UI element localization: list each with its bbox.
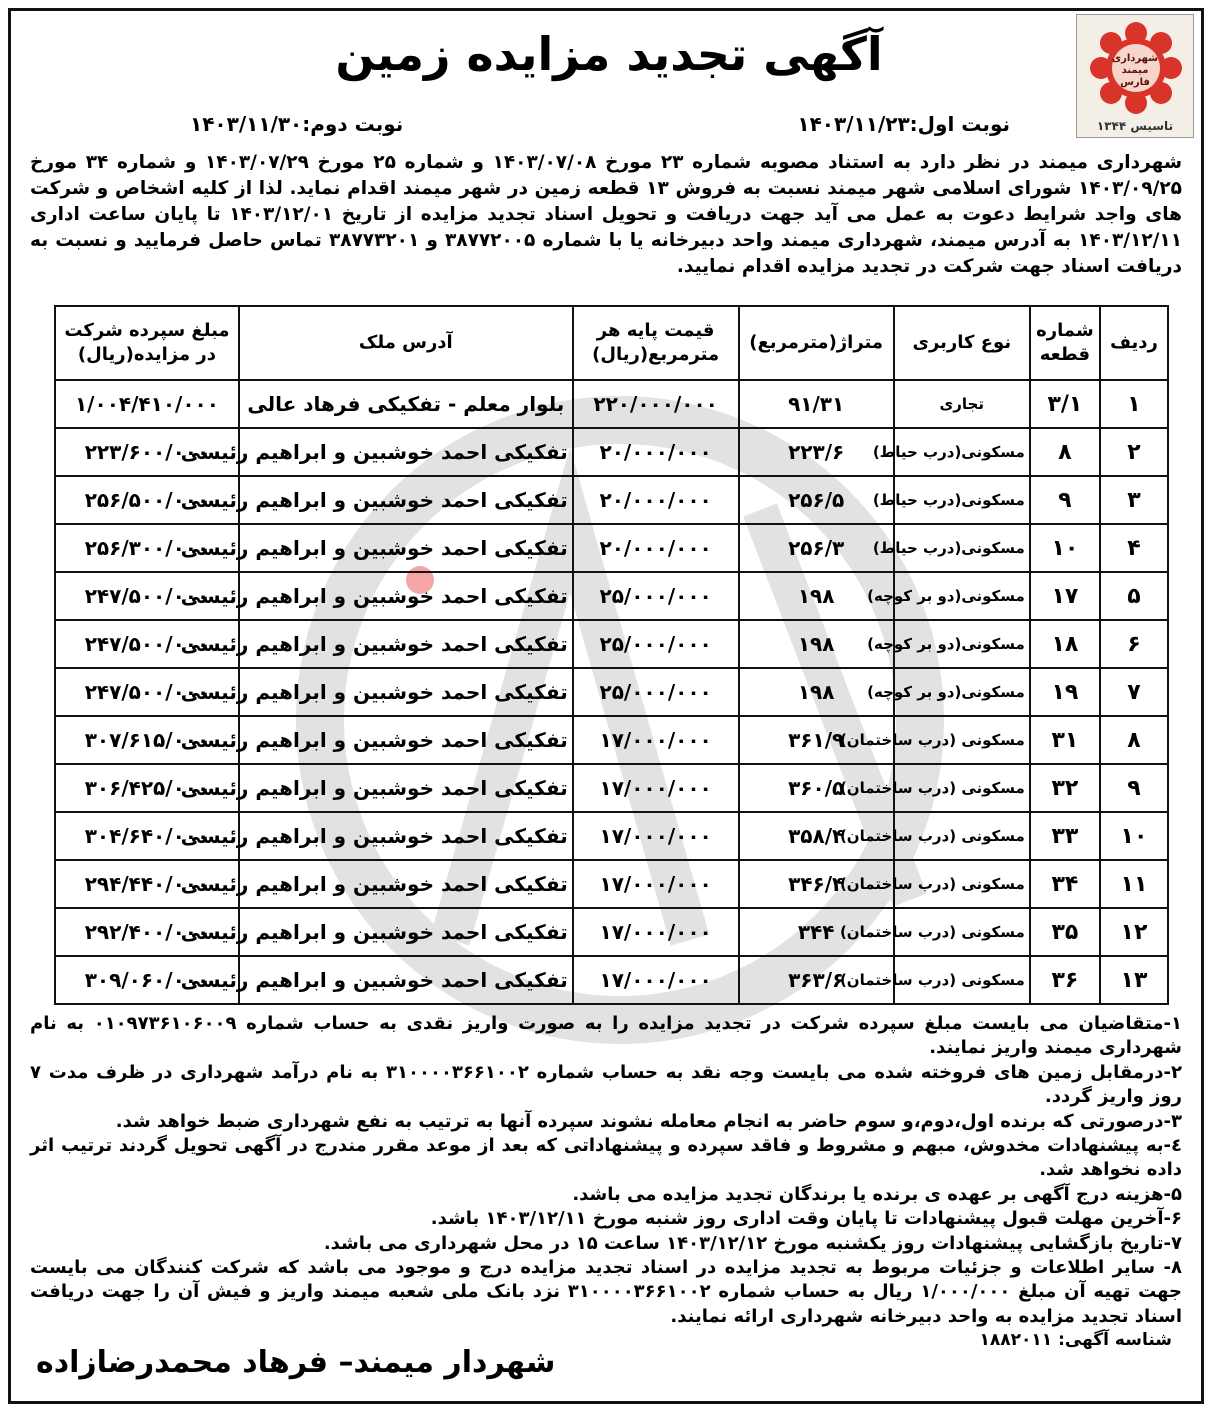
cell-area: ۳۶۰/۵ — [739, 764, 894, 812]
table-row — [55, 620, 1168, 668]
cell-price: ۲۵/۰۰۰/۰۰۰ — [573, 572, 739, 620]
cell-usage: مسکونی(درب حیاط) — [894, 524, 1030, 572]
cell-address: تفکیکی احمد خوشبین و ابراهیم رئیسی — [239, 668, 573, 716]
cell-area: ۳۶۳/۶ — [739, 956, 894, 1004]
intro-paragraph: شهرداری میمند در نظر دارد به استناد مصوبه شماره ۲۳ مورخ ۱۴۰۳/۰۷/۰۸ و شماره ۲۵ مورخ ۱۴۰۳/۰۷/۲۹ و شماره ۳۴ مورخ ۱۴۰۳/۰۹/۲۵ شورای اسلامی شهر میمند نسبت به فروش ۱۳ قطعه زمین در شهر میمند اقدام نماید. لذا از کلیه اشخاص و شرکت های واجد شرایط دعوت به عمل می آید جهت دریافت و تحویل اسناد تجدید مزایده از تاریخ ۱۴۰۳/۱۲/۰۱ تا پایان ساعت اداری ۱۴۰۳/۱۲/۱۱ به آدرس میمند، شهرداری میمند واحد دبیرخانه یا با شماره ۳۸۷۷۲۰۰۵ و ۳۸۷۷۳۲۰۱ تماس حاصل فرمایید و نسبت به دریافت اسناد جهت شرکت در تجدید مزایده اقدام نمایید. — [30, 152, 1183, 277]
header-address: آدرس ملک — [239, 306, 573, 380]
cell-row: ۴ — [1100, 524, 1168, 572]
condition-item: ٤-به پیشنهادات مخدوش، مبهم و مشروط و فاقد سپرده و پیشنهاداتی که بعد از موعد مقرر مندرج در آگهی تحویل گردند ترتیب اثر داده نخواهد شد. — [30, 1135, 1182, 1181]
cell-area: ۱۹۸ — [739, 668, 894, 716]
cell-usage: مسکونی (درب ساختمان) — [894, 956, 1030, 1004]
cell-usage: مسکونی (درب ساختمان) — [894, 908, 1030, 956]
cell-deposit: ۲۴۷/۵۰۰/۰۰۰ — [55, 620, 239, 668]
cell-address: تفکیکی احمد خوشبین و ابراهیم رئیسی — [239, 956, 573, 1004]
cell-plot: ۳۲ — [1030, 764, 1100, 812]
cell-plot: ۱۸ — [1030, 620, 1100, 668]
cell-price: ۱۷/۰۰۰/۰۰۰ — [573, 764, 739, 812]
cell-usage: مسکونی(درب حیاط) — [894, 476, 1030, 524]
cell-address: تفکیکی احمد خوشبین و ابراهیم رئیسی — [239, 908, 573, 956]
cell-plot: ۹ — [1030, 476, 1100, 524]
cell-deposit: ۲۵۶/۳۰۰/۰۰۰ — [55, 524, 239, 572]
table-row — [55, 428, 1168, 476]
cell-address: بلوار معلم - تفکیکی فرهاد عالی — [239, 380, 573, 428]
cell-usage: مسکونی (درب ساختمان) — [894, 764, 1030, 812]
cell-area: ۳۴۶/۴ — [739, 860, 894, 908]
cell-price: ۱۷/۰۰۰/۰۰۰ — [573, 860, 739, 908]
cell-area: ۳۶۱/۹ — [739, 716, 894, 764]
cell-usage: مسکونی(دو بر کوچه) — [894, 668, 1030, 716]
table-row — [55, 812, 1168, 860]
cell-area: ۲۲۳/۶ — [739, 428, 894, 476]
cell-deposit: ۳۰۶/۴۲۵/۰۰۰ — [55, 764, 239, 812]
cell-deposit: ۲۵۶/۵۰۰/۰۰۰ — [55, 476, 239, 524]
cell-row: ۷ — [1100, 668, 1168, 716]
header-deposit: مبلغ سپرده شرکت در مزایده(ریال) — [55, 306, 239, 380]
cell-address: تفکیکی احمد خوشبین و ابراهیم رئیسی — [239, 572, 573, 620]
municipality-logo — [1076, 14, 1194, 138]
cell-row: ۱۲ — [1100, 908, 1168, 956]
condition-item: ۸- سایر اطلاعات و جزئیات مربوط به تجدید مزایده در اسناد تجدید مزایده درج و موجود می باشد که شرکت کنندگان می بایست جهت تهیه آن مبلغ ۱/۰۰۰/۰۰۰ ریال به حساب شماره ۳۱۰۰۰۰۳۶۶۱۰۰۲ نزد بانک ملی شعبه میمند واریز و فیش آن را جهت دریافت اسناد تجدید مزایده به واحد دبیرخانه شهرداری ارائه نمایند. — [30, 1257, 1182, 1327]
cell-price: ۱۷/۰۰۰/۰۰۰ — [573, 956, 739, 1004]
logo-established: تاسیس ۱۳۴۴ — [1096, 119, 1174, 133]
cell-usage: مسکونی(دو بر کوچه) — [894, 620, 1030, 668]
conditions-list — [30, 1012, 1182, 1329]
cell-plot: ۳۳ — [1030, 812, 1100, 860]
cell-plot: ۱۰ — [1030, 524, 1100, 572]
cell-deposit: ۲۴۷/۵۰۰/۰۰۰ — [55, 572, 239, 620]
cell-deposit: ۳۰۷/۶۱۵/۰۰۰ — [55, 716, 239, 764]
table-row — [55, 572, 1168, 620]
cell-usage: مسکونی (درب ساختمان) — [894, 860, 1030, 908]
cell-price: ۱۷/۰۰۰/۰۰۰ — [573, 908, 739, 956]
cell-row: ۲ — [1100, 428, 1168, 476]
cell-price: ۲۰/۰۰۰/۰۰۰ — [573, 476, 739, 524]
condition-item: ۶-آخرین مهلت قبول پیشنهادات تا پایان وقت اداری روز شنبه مورخ ۱۴۰۳/۱۲/۱۱ باشد. — [430, 1208, 1182, 1230]
cell-price: ۲۰/۰۰۰/۰۰۰ — [573, 428, 739, 476]
condition-item: ۲-درمقابل زمین های فروخته شده می بایست وجه نقد به حساب شماره ۳۱۰۰۰۰۳۶۶۱۰۰۲ به نام درآمد شهرداری در ظرف مدت ۷ روز واریز گردد. — [30, 1061, 1182, 1108]
header-usage: نوع کاربری — [894, 306, 1030, 380]
header-row-number: ردیف — [1100, 306, 1168, 380]
cell-row: ۳ — [1100, 476, 1168, 524]
table-row — [55, 908, 1168, 956]
cell-address: تفکیکی احمد خوشبین و ابراهیم رئیسی — [239, 620, 573, 668]
header-base-price: قیمت پایه هر مترمربع(ریال) — [573, 306, 739, 380]
cell-price: ۲۵/۰۰۰/۰۰۰ — [573, 620, 739, 668]
cell-price: ۱۷/۰۰۰/۰۰۰ — [573, 812, 739, 860]
cell-plot: ۱۷ — [1030, 572, 1100, 620]
cell-usage: مسکونی(دو بر کوچه) — [894, 572, 1030, 620]
cell-row: ۹ — [1100, 764, 1168, 812]
cell-plot: ۳/۱ — [1030, 380, 1100, 428]
auction-table — [54, 305, 1169, 1005]
cell-address: تفکیکی احمد خوشبین و ابراهیم رئیسی — [239, 860, 573, 908]
mayor-signature: شهردار میمند– فرهاد محمدرضازاده — [36, 1345, 556, 1380]
condition-item: ۷-تاریخ بازگشایی پیشنهادات روز یکشنبه مورخ ۱۴۰۳/۱۲/۱۲ ساعت ۱۵ در محل شهرداری می باشد. — [323, 1232, 1182, 1254]
page-title: آگهی تجدید مزایده زمین — [335, 27, 883, 81]
cell-deposit: ۱/۰۰۴/۴۱۰/۰۰۰ — [55, 380, 239, 428]
ad-identifier: شناسه آگهی: ۱۸۸۲۰۱۱ — [979, 1330, 1172, 1350]
table-row — [55, 956, 1168, 1004]
cell-price: ۲۰/۰۰۰/۰۰۰ — [573, 524, 739, 572]
cell-area: ۲۵۶/۵ — [739, 476, 894, 524]
cell-deposit: ۲۴۷/۵۰۰/۰۰۰ — [55, 668, 239, 716]
cell-usage: مسکونی (درب ساختمان) — [894, 716, 1030, 764]
header-area: متراژ(مترمربع) — [739, 306, 894, 380]
first-round-date: نوبت اول:۱۴۰۳/۱۱/۲۳ — [797, 112, 1010, 136]
cell-row: ۱۱ — [1100, 860, 1168, 908]
cell-deposit: ۲۹۴/۴۴۰/۰۰۰ — [55, 860, 239, 908]
cell-row: ۵ — [1100, 572, 1168, 620]
cell-row: ۸ — [1100, 716, 1168, 764]
cell-address: تفکیکی احمد خوشبین و ابراهیم رئیسی — [239, 716, 573, 764]
cell-plot: ۳۶ — [1030, 956, 1100, 1004]
cell-deposit: ۲۹۲/۴۰۰/۰۰۰ — [55, 908, 239, 956]
cell-deposit: ۳۰۴/۶۴۰/۰۰۰ — [55, 812, 239, 860]
cell-area: ۳۴۴ — [739, 908, 894, 956]
cell-row: ۱۰ — [1100, 812, 1168, 860]
cell-plot: ۳۵ — [1030, 908, 1100, 956]
cell-row: ۱۳ — [1100, 956, 1168, 1004]
cell-area: ۳۵۸/۴ — [739, 812, 894, 860]
table-row — [55, 668, 1168, 716]
cell-deposit: ۲۲۳/۶۰۰/۰۰۰ — [55, 428, 239, 476]
cell-row: ۶ — [1100, 620, 1168, 668]
cell-price: ۱۷/۰۰۰/۰۰۰ — [573, 716, 739, 764]
header-plot-number: شماره قطعه — [1030, 306, 1100, 380]
cell-deposit: ۳۰۹/۰۶۰/۰۰۰ — [55, 956, 239, 1004]
cell-address: تفکیکی احمد خوشبین و ابراهیم رئیسی — [239, 812, 573, 860]
cell-plot: ۱۹ — [1030, 668, 1100, 716]
cell-address: تفکیکی احمد خوشبین و ابراهیم رئیسی — [239, 764, 573, 812]
condition-item: ۵-هزینه درج آگهی بر عهده ی برنده یا برندگان تجدید مزایده می باشد. — [572, 1183, 1182, 1205]
cell-plot: ۳۱ — [1030, 716, 1100, 764]
cell-price: ۲۵/۰۰۰/۰۰۰ — [573, 668, 739, 716]
cell-address: تفکیکی احمد خوشبین و ابراهیم رئیسی — [239, 476, 573, 524]
cell-address: تفکیکی احمد خوشبین و ابراهیم رئیسی — [239, 524, 573, 572]
table-row — [55, 764, 1168, 812]
cell-usage: مسکونی(درب حیاط) — [894, 428, 1030, 476]
table-row — [55, 476, 1168, 524]
logo-text: شهرداری میمند فارس — [1111, 53, 1159, 88]
cell-address: تفکیکی احمد خوشبین و ابراهیم رئیسی — [239, 428, 573, 476]
table-row — [55, 860, 1168, 908]
condition-item: ۱-متقاضیان می بایست مبلغ سپرده شرکت در تجدید مزایده را به صورت واریز نقدی به حساب شماره ۰۱۰۹۷۳۶۱۰۶۰۰۹ به نام شهرداری میمند واریز نمایند. — [30, 1013, 1182, 1059]
cell-usage: مسکونی (درب ساختمان) — [894, 812, 1030, 860]
cell-plot: ۳۴ — [1030, 860, 1100, 908]
cell-area: ۱۹۸ — [739, 572, 894, 620]
cell-usage: تجاری — [894, 380, 1030, 428]
cell-row: ۱ — [1100, 380, 1168, 428]
table-row — [55, 524, 1168, 572]
second-round-date: نوبت دوم:۱۴۰۳/۱۱/۳۰ — [190, 112, 404, 136]
cell-plot: ۸ — [1030, 428, 1100, 476]
table-row — [55, 716, 1168, 764]
condition-item: ۳-درصورتی که برنده اول،دوم،و سوم حاضر به انجام معامله نشوند سپرده آنها به ترتیب به نفع شهرداری ضبط خواهد شد. — [115, 1110, 1182, 1132]
cell-area: ۱۹۸ — [739, 620, 894, 668]
cell-price: ۲۲۰/۰۰۰/۰۰۰ — [573, 380, 739, 428]
table-header-row — [55, 306, 1168, 380]
cell-area: ۲۵۶/۳ — [739, 524, 894, 572]
cell-area: ۹۱/۳۱ — [739, 380, 894, 428]
table-row — [55, 380, 1168, 428]
